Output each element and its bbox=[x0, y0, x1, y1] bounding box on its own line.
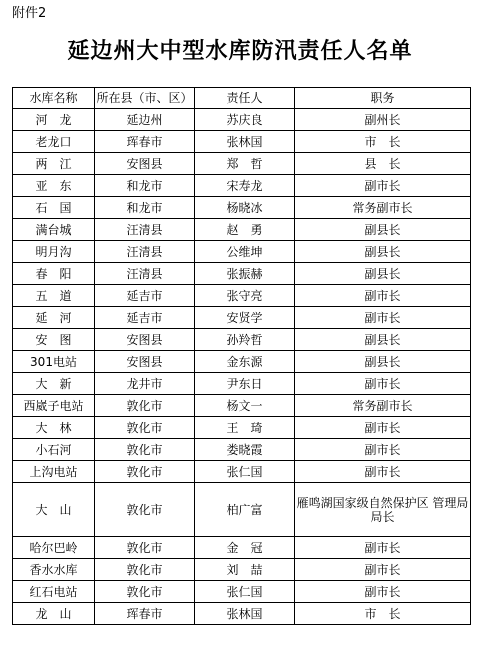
cell-person: 娄晓霞 bbox=[195, 439, 295, 461]
table-row bbox=[13, 241, 471, 263]
cell-person: 公维坤 bbox=[195, 241, 295, 263]
cell-reservoir: 小石河 bbox=[13, 439, 95, 461]
table-row bbox=[13, 603, 471, 625]
table-row bbox=[13, 153, 471, 175]
cell-person: 孙羚哲 bbox=[195, 329, 295, 351]
cell-duty: 副县长 bbox=[295, 241, 471, 263]
cell-duty: 县 长 bbox=[295, 153, 471, 175]
cell-person: 柏广富 bbox=[195, 483, 295, 537]
cell-reservoir: 大 山 bbox=[13, 483, 95, 537]
cell-county: 汪清县 bbox=[95, 241, 195, 263]
cell-county: 珲春市 bbox=[95, 603, 195, 625]
cell-county: 和龙市 bbox=[95, 175, 195, 197]
cell-reservoir: 301电站 bbox=[13, 351, 95, 373]
cell-county: 敦化市 bbox=[95, 461, 195, 483]
cell-person: 张振赫 bbox=[195, 263, 295, 285]
cell-reservoir: 哈尔巴岭 bbox=[13, 537, 95, 559]
cell-person: 安贤学 bbox=[195, 307, 295, 329]
cell-county: 和龙市 bbox=[95, 197, 195, 219]
cell-county: 安图县 bbox=[95, 153, 195, 175]
cell-reservoir: 香水水库 bbox=[13, 559, 95, 581]
header-position: 职务 bbox=[295, 88, 471, 109]
table-row bbox=[13, 373, 471, 395]
cell-reservoir: 两 江 bbox=[13, 153, 95, 175]
cell-county: 敦化市 bbox=[95, 581, 195, 603]
cell-duty: 市 长 bbox=[295, 603, 471, 625]
cell-reservoir: 安 图 bbox=[13, 329, 95, 351]
cell-duty: 市 长 bbox=[295, 131, 471, 153]
cell-reservoir: 大 新 bbox=[13, 373, 95, 395]
table-row bbox=[13, 439, 471, 461]
table-row bbox=[13, 285, 471, 307]
table-row bbox=[13, 263, 471, 285]
cell-person: 金 冠 bbox=[195, 537, 295, 559]
cell-reservoir: 亚 东 bbox=[13, 175, 95, 197]
cell-person: 张守亮 bbox=[195, 285, 295, 307]
cell-reservoir: 上沟电站 bbox=[13, 461, 95, 483]
cell-person: 张仁国 bbox=[195, 461, 295, 483]
cell-county: 汪清县 bbox=[95, 263, 195, 285]
cell-county: 敦化市 bbox=[95, 395, 195, 417]
page-title: 延边州大中型水库防汛责任人名单 bbox=[67, 38, 413, 64]
cell-county: 敦化市 bbox=[95, 417, 195, 439]
cell-person: 张林国 bbox=[195, 603, 295, 625]
cell-county: 敦化市 bbox=[95, 537, 195, 559]
cell-duty: 副市长 bbox=[295, 537, 471, 559]
table-row bbox=[13, 351, 471, 373]
cell-reservoir: 春 阳 bbox=[13, 263, 95, 285]
cell-person: 杨文一 bbox=[195, 395, 295, 417]
table-row bbox=[13, 131, 471, 153]
cell-county: 安图县 bbox=[95, 351, 195, 373]
cell-duty: 副州长 bbox=[295, 109, 471, 131]
cell-person: 苏庆良 bbox=[195, 109, 295, 131]
responsibility-table bbox=[12, 87, 471, 625]
cell-county: 珲春市 bbox=[95, 131, 195, 153]
cell-duty: 副市长 bbox=[295, 439, 471, 461]
table-row bbox=[13, 559, 471, 581]
cell-reservoir: 满台城 bbox=[13, 219, 95, 241]
table-row bbox=[13, 197, 471, 219]
cell-duty: 副县长 bbox=[295, 219, 471, 241]
cell-duty: 雁鸣湖国家级自然保护区 管理局局长 bbox=[295, 483, 471, 537]
cell-reservoir: 延 河 bbox=[13, 307, 95, 329]
cell-person: 张仁国 bbox=[195, 581, 295, 603]
cell-duty: 副市长 bbox=[295, 581, 471, 603]
cell-reservoir: 大 林 bbox=[13, 417, 95, 439]
cell-person: 郑 哲 bbox=[195, 153, 295, 175]
table-row bbox=[13, 175, 471, 197]
cell-county: 敦化市 bbox=[95, 483, 195, 537]
table-row bbox=[13, 581, 471, 603]
cell-duty: 副市长 bbox=[295, 559, 471, 581]
table-header-row bbox=[13, 88, 471, 109]
table-row bbox=[13, 537, 471, 559]
cell-duty: 副市长 bbox=[295, 175, 471, 197]
cell-county: 延吉市 bbox=[95, 285, 195, 307]
cell-person: 尹东日 bbox=[195, 373, 295, 395]
cell-reservoir: 明月沟 bbox=[13, 241, 95, 263]
cell-duty: 副市长 bbox=[295, 285, 471, 307]
cell-reservoir: 老龙口 bbox=[13, 131, 95, 153]
cell-county: 延吉市 bbox=[95, 307, 195, 329]
table-row bbox=[13, 483, 471, 537]
table-row bbox=[13, 307, 471, 329]
cell-duty: 副市长 bbox=[295, 373, 471, 395]
cell-county: 敦化市 bbox=[95, 559, 195, 581]
cell-person: 张林国 bbox=[195, 131, 295, 153]
cell-duty: 副县长 bbox=[295, 351, 471, 373]
cell-county: 安图县 bbox=[95, 329, 195, 351]
header-responsible-person: 责任人 bbox=[195, 88, 295, 109]
table-row bbox=[13, 109, 471, 131]
cell-county: 汪清县 bbox=[95, 219, 195, 241]
cell-person: 刘 喆 bbox=[195, 559, 295, 581]
cell-duty: 副县长 bbox=[295, 329, 471, 351]
cell-reservoir: 龙 山 bbox=[13, 603, 95, 625]
cell-duty: 副市长 bbox=[295, 307, 471, 329]
cell-person: 宋寿龙 bbox=[195, 175, 295, 197]
cell-person: 金东源 bbox=[195, 351, 295, 373]
cell-reservoir: 河 龙 bbox=[13, 109, 95, 131]
table-row bbox=[13, 329, 471, 351]
cell-reservoir: 石 国 bbox=[13, 197, 95, 219]
cell-person: 王 琦 bbox=[195, 417, 295, 439]
cell-county: 敦化市 bbox=[95, 439, 195, 461]
table-row bbox=[13, 395, 471, 417]
attachment-label: 附件2 bbox=[12, 6, 47, 21]
header-reservoir-name: 水库名称 bbox=[13, 88, 95, 109]
cell-duty: 副市长 bbox=[295, 417, 471, 439]
cell-county: 延边州 bbox=[95, 109, 195, 131]
cell-reservoir: 西崴子电站 bbox=[13, 395, 95, 417]
cell-duty: 副县长 bbox=[295, 263, 471, 285]
header-county: 所在县（市、区） bbox=[95, 88, 195, 109]
cell-person: 杨晓冰 bbox=[195, 197, 295, 219]
cell-reservoir: 红石电站 bbox=[13, 581, 95, 603]
table-row bbox=[13, 461, 471, 483]
cell-duty: 常务副市长 bbox=[295, 395, 471, 417]
cell-county: 龙井市 bbox=[95, 373, 195, 395]
cell-reservoir: 五 道 bbox=[13, 285, 95, 307]
table-row bbox=[13, 219, 471, 241]
cell-duty: 常务副市长 bbox=[295, 197, 471, 219]
cell-person: 赵 勇 bbox=[195, 219, 295, 241]
cell-duty: 副市长 bbox=[295, 461, 471, 483]
table-row bbox=[13, 417, 471, 439]
